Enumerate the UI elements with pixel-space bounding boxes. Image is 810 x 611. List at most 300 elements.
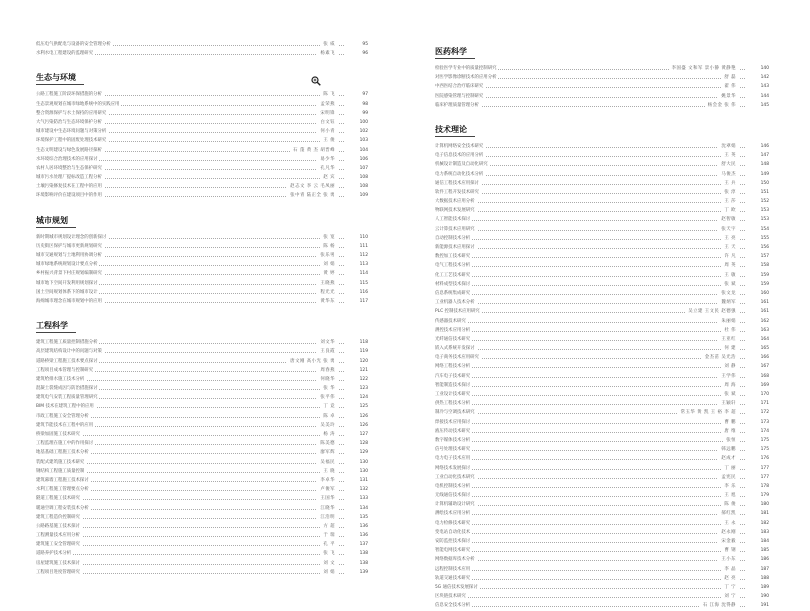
entry-page-number: 136: [344, 522, 368, 531]
leader-dots: [435, 478, 745, 479]
toc-entry[interactable]: [36, 504, 368, 513]
toc-entry[interactable]: [36, 549, 368, 558]
toc-entry[interactable]: [435, 583, 769, 592]
toc-entry[interactable]: [435, 142, 769, 151]
toc-entry[interactable]: [36, 49, 368, 58]
toc-entry[interactable]: [435, 555, 769, 564]
leader-dots: [435, 524, 745, 525]
entry-title: 电机控制技术分析: [435, 482, 472, 491]
entry-title: 5G 通信技术发展探讨: [435, 583, 480, 592]
leader-dots: [435, 386, 745, 387]
entry-page-number: 103: [344, 136, 368, 145]
leader-dots: [36, 536, 344, 537]
toc-entry[interactable]: [435, 307, 769, 316]
entry-author: 张 斌: [721, 390, 739, 399]
entry-page-number: 142: [745, 73, 769, 82]
entry-author: 孟荣燕: [317, 100, 338, 109]
entry-author: 张 威: [320, 40, 338, 49]
entry-author: 黄华东: [317, 297, 338, 306]
entry-author: 唐 维: [721, 427, 739, 436]
entry-title: 房屋建筑施工技术探讨: [36, 559, 82, 568]
toc-entry[interactable]: [36, 513, 368, 522]
entry-title: 新时期城市规划设计理念的创新探讨: [36, 233, 108, 242]
entry-author: 卢俊军: [317, 485, 338, 494]
leader-dots: [435, 239, 745, 240]
entry-author: 孟宪民: [718, 473, 739, 482]
entry-page-number: 108: [344, 173, 368, 182]
toc-entry[interactable]: [435, 362, 769, 371]
entry-page-number: 166: [745, 353, 769, 362]
entry-title: 网络工程技术分析: [435, 362, 472, 371]
toc-entry[interactable]: [435, 509, 769, 518]
entry-author: 陈 卓: [320, 412, 338, 421]
leader-dots: [435, 487, 745, 488]
entry-author: 李卓华: [317, 476, 338, 485]
entry-title: 电子信息技术的应用分析: [435, 151, 485, 160]
toc-entry[interactable]: [36, 540, 368, 549]
entry-author: 周 海: [721, 381, 739, 390]
toc-entry[interactable]: [435, 528, 769, 537]
entry-title: 远程控制技术应用: [435, 565, 472, 574]
entry-title: 暖通空调工程安装技术分析: [36, 504, 91, 513]
entry-author: 赵永刚: [718, 528, 739, 537]
entry-author: 姚景华: [718, 92, 739, 101]
entry-author: 周春燕: [317, 366, 338, 375]
entry-title: 城市绿地系统规划设计要点分析: [36, 260, 99, 269]
entry-title: 装配式建筑施工技术研究: [36, 458, 86, 467]
leader-dots: [435, 276, 745, 277]
entry-page-number: 118: [344, 338, 368, 347]
leader-dots: [36, 573, 344, 574]
entry-page-number: 158: [745, 261, 769, 270]
toc-entry[interactable]: [435, 243, 769, 252]
toc-entry[interactable]: [435, 64, 769, 73]
entry-title: 电力电子技术应用: [435, 454, 472, 463]
entry-page-number: 134: [344, 504, 368, 513]
toc-entry[interactable]: [36, 269, 368, 278]
entry-author: 张 宽: [320, 233, 338, 242]
entry-title: 临床护理质量管理分析: [435, 101, 481, 110]
entry-author: 赵志文 李 云 毛凤丽: [287, 182, 338, 191]
toc-entry[interactable]: [36, 347, 368, 356]
entry-author: 廖军辉: [317, 448, 338, 457]
entry-title: 水利工程施工管理要点分析: [36, 485, 91, 494]
toc-entry[interactable]: [36, 288, 368, 297]
leader-dots: [36, 527, 344, 528]
toc-entry[interactable]: [36, 233, 368, 242]
entry-page-number: 122: [344, 375, 368, 384]
entry-author: 刘 娟: [320, 568, 338, 577]
toc-entry[interactable]: [435, 101, 769, 110]
entry-page-number: 126: [344, 421, 368, 430]
entry-page-number: 174: [745, 427, 769, 436]
toc-entry[interactable]: [435, 491, 769, 500]
entry-page-number: 129: [344, 448, 368, 457]
toc-entry[interactable]: [435, 519, 769, 528]
entry-page-number: 109: [344, 191, 368, 200]
entry-author: 金杰苗 吴光浩: [702, 353, 739, 362]
entry-page-number: 113: [344, 260, 368, 269]
entry-title: 水环境综合治理技术的应用探讨: [36, 155, 99, 164]
toc-entry[interactable]: [36, 338, 368, 347]
toc-entry[interactable]: [36, 430, 368, 439]
toc-entry[interactable]: [36, 476, 368, 485]
leader-dots: [435, 358, 745, 359]
entry-page-number: 148: [745, 160, 769, 169]
entry-author: 江晓华: [317, 504, 338, 513]
toc-entry[interactable]: [435, 326, 769, 335]
entry-author: 陈美德: [317, 439, 338, 448]
toc-entry[interactable]: [435, 418, 769, 427]
entry-author: 宋金毅: [718, 537, 739, 546]
entry-page-number: 136: [344, 531, 368, 540]
entry-author: 丁 宁: [721, 583, 739, 592]
entry-page-number: 180: [745, 500, 769, 509]
leader-dots: [36, 564, 344, 565]
toc-entry[interactable]: [435, 73, 769, 82]
entry-author: 王 亮: [721, 234, 739, 243]
entry-author: 张中青 陆正全 张 勇: [287, 191, 338, 200]
toc-entry[interactable]: [36, 559, 368, 568]
entry-title: 道路养护技术分析: [36, 549, 73, 558]
entry-title: 新能源技术应用探讨: [435, 243, 477, 252]
entry-title: 智能电网技术研究: [435, 546, 472, 555]
entry-page-number: 128: [344, 439, 368, 448]
entry-author: 杨 涛: [320, 430, 338, 439]
entry-page-number: 111: [344, 242, 368, 251]
toc-entry[interactable]: [36, 109, 368, 118]
entry-page-number: 183: [745, 528, 769, 537]
entry-title: 混凝土裂缝成因与防治措施探讨: [36, 384, 99, 393]
toc-entry[interactable]: [435, 317, 769, 326]
entry-title: 数字媒体技术分析: [435, 436, 472, 445]
toc-entry[interactable]: [435, 565, 769, 574]
toc-entry[interactable]: [36, 173, 368, 182]
toc-entry[interactable]: [435, 427, 769, 436]
leader-dots: [435, 202, 745, 203]
toc-entry[interactable]: [36, 494, 368, 503]
entry-title: 轨道交通技术研究: [435, 574, 472, 583]
entry-author: 舒大民: [718, 160, 739, 169]
toc-entry[interactable]: [36, 146, 368, 155]
toc-entry[interactable]: [435, 500, 769, 509]
toc-entry[interactable]: [36, 366, 368, 375]
entry-author: 王 敏: [721, 271, 739, 280]
leader-dots: [435, 606, 745, 607]
toc-entry[interactable]: [36, 118, 368, 127]
toc-entry[interactable]: [435, 537, 769, 546]
toc-entry[interactable]: [435, 188, 769, 197]
toc-entry[interactable]: [36, 191, 368, 200]
toc-entry[interactable]: [435, 151, 769, 160]
leader-dots: [435, 395, 745, 396]
entry-page-number: 117: [344, 297, 368, 306]
entry-page-number: 138: [344, 549, 368, 558]
leader-dots: [435, 551, 745, 552]
toc-entry[interactable]: [36, 375, 368, 384]
toc-entry[interactable]: [435, 353, 769, 362]
leader-dots: [435, 349, 745, 350]
toc-entry[interactable]: [36, 412, 368, 421]
toc-entry[interactable]: [36, 357, 368, 366]
toc-entry[interactable]: [435, 464, 769, 473]
leader-dots: [435, 542, 745, 543]
entry-title: 网络技术发展探讨: [435, 464, 472, 473]
toc-entry[interactable]: [435, 372, 769, 381]
entry-title: 建筑幕墙工程施工技术探讨: [36, 476, 91, 485]
toc-entry[interactable]: [435, 271, 769, 280]
toc-entry[interactable]: [36, 531, 368, 540]
entry-title: 人工智能技术探讨: [435, 215, 472, 224]
entry-title: 农村人居环境整治与生态保护研究: [36, 164, 104, 173]
entry-title: 智能制造技术探讨: [435, 381, 472, 390]
entry-page-number: 176: [745, 454, 769, 463]
entry-author: 吴美玲: [317, 421, 338, 430]
toc-entry[interactable]: [36, 297, 368, 306]
entry-author: 石 江海 沈得静: [700, 601, 739, 610]
entry-author: 易少华: [317, 155, 338, 164]
entry-page-number: 121: [344, 366, 368, 375]
entry-author: 王良霞: [317, 347, 338, 356]
entry-page-number: 114: [344, 269, 368, 278]
entry-author: 许 凡: [721, 252, 739, 261]
toc-entry[interactable]: [435, 574, 769, 583]
entry-author: 王 旭: [721, 491, 739, 500]
toc-entry[interactable]: [435, 344, 769, 353]
toc-entry[interactable]: [435, 179, 769, 188]
toc-entry[interactable]: [36, 448, 368, 457]
entry-author: 刘 文: [320, 559, 338, 568]
entry-page-number: 162: [745, 317, 769, 326]
toc-entry[interactable]: [36, 485, 368, 494]
entry-title: 工程测量技术应用分析: [36, 531, 82, 540]
toc-entry[interactable]: [36, 279, 368, 288]
entry-author: 张 华: [320, 384, 338, 393]
toc-entry[interactable]: [435, 261, 769, 270]
toc-entry[interactable]: [36, 568, 368, 577]
toc-entry[interactable]: [435, 454, 769, 463]
entry-page-number: 170: [745, 390, 769, 399]
toc-entry[interactable]: [435, 160, 769, 169]
toc-entry[interactable]: [435, 170, 769, 179]
entry-title: 道路桥梁工程施工技术要点探讨: [36, 357, 99, 366]
zoom-in-icon[interactable]: [311, 76, 321, 86]
entry-page-number: 155: [745, 234, 769, 243]
entry-page-number: 97: [344, 90, 368, 99]
entry-title: 建筑给排水施工技术分析: [36, 375, 86, 384]
toc-entry[interactable]: [435, 601, 769, 610]
entry-page-number: 145: [745, 101, 769, 110]
entry-title: 地基基础工程施工技术分析: [36, 448, 91, 457]
entry-title: 整合资源保护与水土保持的应用研究: [36, 109, 108, 118]
toc-entry[interactable]: [435, 215, 769, 224]
entry-title: 安防监控技术探讨: [435, 537, 472, 546]
entry-page-number: 163: [745, 326, 769, 335]
entry-page-number: 175: [745, 436, 769, 445]
entry-page-number: 126: [344, 412, 368, 421]
entry-page-number: 154: [745, 225, 769, 234]
toc-entry[interactable]: [435, 335, 769, 344]
entry-title: 历史街区保护与城市更新规划研究: [36, 242, 104, 251]
entry-author: 张文龙: [718, 289, 739, 298]
toc-entry[interactable]: [36, 164, 368, 173]
toc-entry[interactable]: [435, 298, 769, 307]
entry-title: 通信工程技术应用探讨: [435, 179, 481, 188]
entry-author: 孔 平: [320, 540, 338, 549]
toc-entry[interactable]: [435, 546, 769, 555]
toc-entry[interactable]: [435, 280, 769, 289]
toc-entry[interactable]: [435, 206, 769, 215]
toc-entry[interactable]: [435, 234, 769, 243]
entry-author: 张天宇: [718, 225, 739, 234]
toc-entry[interactable]: [435, 390, 769, 399]
toc-entry[interactable]: [36, 242, 368, 251]
entry-author: 王学伟: [718, 372, 739, 381]
entry-page-number: 127: [344, 430, 368, 439]
leader-dots: [435, 597, 745, 598]
entry-author: 何小青: [317, 127, 338, 136]
entry-page-number: 99: [344, 109, 368, 118]
entry-page-number: 119: [344, 347, 368, 356]
entry-page-number: 110: [344, 233, 368, 242]
entry-title: 低压电气供配电与设备的安全管理分析: [36, 40, 113, 49]
entry-page-number: 115: [344, 279, 368, 288]
entry-title: 公路工程施工阶段环保措施的分析: [36, 90, 104, 99]
toc-entry[interactable]: [435, 482, 769, 491]
entry-author: 张恒: [723, 436, 739, 445]
entry-author: 石 蓬 黄 杰 胡晋峰: [290, 146, 338, 155]
entry-author: 李 晶: [721, 565, 739, 574]
entry-page-number: 130: [344, 467, 368, 476]
entry-page-number: 164: [745, 335, 769, 344]
toc-entry[interactable]: [435, 473, 769, 482]
entry-page-number: 156: [745, 243, 769, 252]
entry-page-number: 132: [344, 485, 368, 494]
entry-author: 陈 杨: [320, 242, 338, 251]
toc-entry[interactable]: [435, 408, 769, 417]
toc-entry[interactable]: [36, 40, 368, 49]
entry-title: 公路路基施工技术探讨: [36, 522, 82, 531]
entry-title: 网络数据库技术分析: [435, 555, 477, 564]
entry-author: 赵 亮: [721, 574, 739, 583]
toc-entry[interactable]: [435, 399, 769, 408]
leader-dots: [435, 404, 745, 405]
leader-dots: [435, 579, 745, 580]
toc-entry[interactable]: [36, 458, 368, 467]
entry-page-number: 153: [745, 206, 769, 215]
entry-title: 制冷与空调技术研究: [435, 408, 477, 417]
toc-entry[interactable]: [435, 252, 769, 261]
entry-author: 李国盛 文和军 景小静 黄静艳: [669, 64, 739, 73]
leader-dots: [435, 106, 745, 107]
entry-author: 曹 鹏: [721, 418, 739, 427]
entry-title: 物联网技术发展研究: [435, 206, 477, 215]
toc-entry[interactable]: [36, 393, 368, 402]
entry-author: 吴福民: [317, 458, 338, 467]
entry-page-number: 161: [745, 307, 769, 316]
entry-title: 光纤通信技术研究: [435, 335, 472, 344]
entry-title: 钢结构工程施工质量控制: [36, 467, 86, 476]
leader-dots: [36, 518, 344, 519]
toc-entry[interactable]: [36, 421, 368, 430]
toc-entry[interactable]: [36, 522, 368, 531]
entry-title: 工业自动化技术研究: [435, 473, 477, 482]
entry-title: 城市污水处理厂提标改造工程分析: [36, 173, 104, 182]
entry-author: 吴立建 王文民 赵德强: [685, 307, 739, 316]
toc-entry[interactable]: [435, 289, 769, 298]
entry-page-number: 160: [745, 289, 769, 298]
entry-author: 常玉华 黄 凯 王 裕 李 超: [678, 408, 739, 417]
entry-author: 孔凡华: [317, 164, 338, 173]
entry-title: 水利水电工程建设的监理研究: [36, 49, 95, 58]
toc-entry[interactable]: [36, 467, 368, 476]
entry-author: 王 英: [721, 151, 739, 160]
toc-entry[interactable]: [36, 384, 368, 393]
toc-entry[interactable]: [36, 155, 368, 164]
entry-page-number: 96: [344, 49, 368, 58]
entry-title: 信息安全技术分析: [435, 601, 472, 610]
entry-title: 数控加工技术研究: [435, 252, 472, 261]
leader-dots: [435, 496, 745, 497]
entry-title: 区块链技术研究: [435, 592, 468, 601]
toc-entry[interactable]: [36, 90, 368, 99]
entry-title: 大数据技术应用分析: [435, 197, 477, 206]
toc-entry[interactable]: [435, 197, 769, 206]
toc-entry[interactable]: [435, 92, 769, 101]
entry-title: 工业设计技术研究: [435, 390, 472, 399]
toc-entry[interactable]: [36, 136, 368, 145]
toc-entry[interactable]: [36, 127, 368, 136]
entry-title: 中西医结合治疗临床研究: [435, 82, 485, 91]
entry-author: 舒 磊: [721, 73, 739, 82]
entry-author: 王 莎: [721, 197, 739, 206]
entry-title: 供热工程技术分析: [435, 399, 472, 408]
entry-page-number: 146: [745, 142, 769, 151]
entry-title: 建筑节能技术在工程中的应用: [36, 421, 95, 430]
entry-page-number: 139: [344, 568, 368, 577]
entry-page-number: 138: [344, 559, 368, 568]
toc-entry[interactable]: [435, 82, 769, 91]
entry-author: 赵成才: [718, 454, 739, 463]
toc-entry[interactable]: [36, 251, 368, 260]
entry-author: 王国华: [317, 494, 338, 503]
section-header: 工程科学: [36, 320, 76, 333]
toc-entry[interactable]: [36, 439, 368, 448]
toc-entry[interactable]: [435, 436, 769, 445]
entry-title: 建筑电气安装工程质量管理研究: [36, 393, 99, 402]
toc-entry[interactable]: [435, 445, 769, 454]
left-page: [0, 0, 405, 575]
toc-entry[interactable]: [36, 402, 368, 411]
entry-title: 焊接技术应用探讨: [435, 418, 472, 427]
toc-entry[interactable]: [36, 260, 368, 269]
leader-dots: [36, 545, 344, 546]
toc-entry[interactable]: [435, 225, 769, 234]
entry-page-number: 189: [745, 583, 769, 592]
toc-entry[interactable]: [435, 381, 769, 390]
leader-dots: [435, 193, 745, 194]
entry-author: 李 乐: [721, 482, 739, 491]
entry-page-number: 149: [745, 170, 769, 179]
toc-entry[interactable]: [36, 182, 368, 191]
entry-author: 王 兵: [721, 179, 739, 188]
toc-entry[interactable]: [36, 100, 368, 109]
entry-author: 陈 飞: [320, 90, 338, 99]
toc-entry[interactable]: [435, 592, 769, 601]
entry-page-number: 112: [344, 251, 368, 260]
entry-page-number: 190: [745, 592, 769, 601]
entry-title: 变电站自动化技术: [435, 528, 472, 537]
